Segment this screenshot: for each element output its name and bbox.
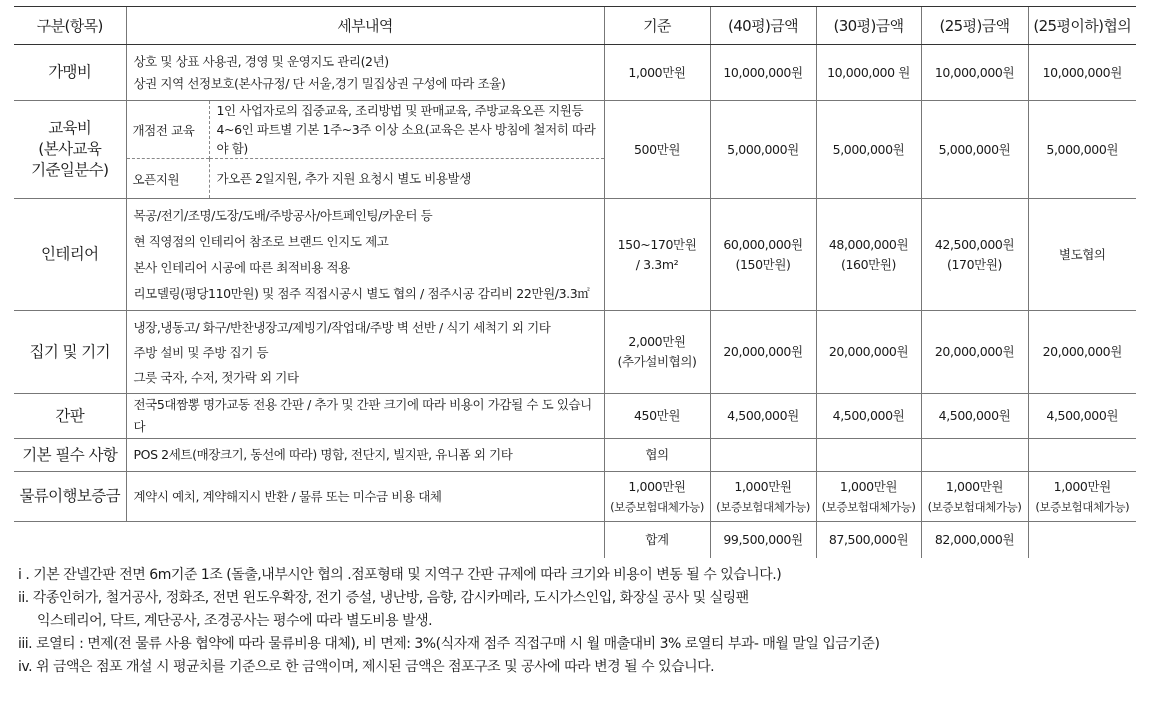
amount-25under-franchise-fee: 10,000,000원 [1028,45,1136,101]
detail-line: 목공/전기/조명/도장/도배/주방공사/아트페인팅/카운터 등 [133,207,433,223]
value-line: 1,000만원 [734,478,792,494]
value-line: 60,000,000원 [723,236,803,252]
amount-40-signboard: 4,500,000원 [710,394,816,439]
value-line: (150만원) [735,256,791,272]
footnote-2: ii. 각종인허가, 철거공사, 정화조, 전면 윈도우확장, 전기 증설, 냉난방, 음향, 감시카메라, 도시가스인입, 화장실 공사 및 실링팬 [18,590,749,606]
row-franchise-fee [14,45,1136,101]
detail-pre-opening-education [209,101,604,159]
total-30: 87,500,000원 [816,522,921,558]
value-line: / 3.3m² [635,256,679,272]
footnote-1: i . 기본 잔넬간판 전면 6m기준 1조 (돌출,내부시안 협의 .점포형태 및 지역구 간판 규제에 따라 크기와 비용이 변동 될 수 있습니다.) [18,567,782,583]
detail-line: 4~6인 파트별 기본 1주~3주 이상 소요(교육은 본사 방침에 철저히 따라야 함) [216,122,596,156]
value-line: 42,500,000원 [934,236,1015,252]
value-line: 1,000만원 [839,478,898,494]
header-detail: 세부내역 [126,7,604,45]
amount-40-education-fee: 5,000,000원 [710,101,816,199]
amount-40-logistics-deposit [710,472,816,522]
category-line: 기준일분수) [31,161,109,179]
header-25pyeong-under: (25평이하)협의 [1028,7,1136,45]
amount-25-signboard: 4,500,000원 [921,394,1028,439]
sublabel-open-support: 오픈지원 [126,159,209,199]
detail-line: 상호 및 상표 사용권, 경영 및 운영지도 관리(2년) [133,53,389,69]
amount-30-signboard: 4,500,000원 [816,394,921,439]
category-interior: 인테리어 [14,199,126,311]
value-line: (보증보험대체가능) [1035,499,1130,514]
total-25under [1028,522,1136,558]
standard-logistics-deposit [604,472,710,522]
category-education-fee [14,101,126,199]
value-line: (160만원) [841,256,896,272]
standard-education-fee: 500만원 [604,101,710,199]
total-label: 합계 [604,522,710,558]
total-spacer [14,522,604,558]
row-equipment [14,311,1136,394]
table-header-row [14,7,1136,45]
row-total [14,522,1136,558]
value-line: 48,000,000원 [828,236,909,252]
header-category: 구분(항목) [14,7,126,45]
amount-25-franchise-fee: 10,000,000원 [921,45,1028,101]
footnote-3: iii. 로열티 : 면제(전 물류 사용 협약에 따라 물류비용 대체), 비 면제: 3%(식자재 점주 직접구매 시 월 매출대비 3% 로열티 부과- 매월 말일 입금기준) [18,636,880,652]
amount-25-equipment: 20,000,000원 [921,311,1028,394]
category-equipment: 집기 및 기기 [14,311,126,394]
detail-logistics-deposit: 계약시 예치, 계약해지시 반환 / 물류 또는 미수금 비용 대체 [126,472,604,522]
amount-30-logistics-deposit [816,472,921,522]
cost-sheet [14,6,1136,558]
category-logistics-deposit: 물류이행보증금 [14,472,126,522]
standard-signboard: 450만원 [604,394,710,439]
header-25pyeong: (25평)금액 [921,7,1028,45]
footnote-4: iv. 위 금액은 점포 개설 시 평균치를 기준으로 한 금액이며, 제시된 금액은 점포구조 및 공사에 따라 변경 될 수 있습니다. [18,659,715,675]
amount-25under-education-fee: 5,000,000원 [1028,101,1136,199]
category-line: 교육비 [48,119,92,137]
row-basic-essentials [14,439,1136,472]
standard-interior [604,199,710,311]
header-40pyeong: (40평)금액 [710,7,816,45]
detail-signboard: 전국5대짬뽕 명가교동 전용 간판 / 추가 및 간판 크기에 따라 비용이 가감될 수 도 있습니다 [126,394,604,439]
category-basic-essentials: 기본 필수 사항 [14,439,126,472]
detail-equipment [126,311,604,394]
amount-25under-basic-essentials [1028,439,1136,472]
amount-30-education-fee: 5,000,000원 [816,101,921,199]
franchise-cost-table [14,6,1136,558]
value-line: (추가설비협의) [617,354,697,369]
standard-equipment [604,311,710,394]
standard-basic-essentials: 협의 [604,439,710,472]
detail-line: 그릇 국자, 수저, 젓가락 외 기타 [133,369,299,385]
amount-40-interior [710,199,816,311]
amount-40-basic-essentials [710,439,816,472]
amount-25under-interior: 별도협의 [1028,199,1136,311]
detail-line: 리모델링(평당110만원) 및 점주 직접시공시 별도 협의 / 점주시공 감리비 22만원/3.3㎡ [133,285,590,301]
total-25: 82,000,000원 [921,522,1028,558]
value-line: 2,000만원 [628,334,686,349]
amount-25under-signboard: 4,500,000원 [1028,394,1136,439]
detail-line: 본사 인테리어 시공에 따른 최적비용 적용 [133,259,350,275]
amount-40-franchise-fee: 10,000,000원 [710,45,816,101]
standard-franchise-fee: 1,000만원 [604,45,710,101]
value-line: (170만원) [947,256,1002,272]
detail-basic-essentials: POS 2세트(매장크기, 동선에 따라) 명함, 전단지, 빌지판, 유니폼 외 기타 [126,439,604,472]
footnotes [18,564,1138,679]
detail-line: 주방 설비 및 주방 집기 등 [133,344,269,360]
detail-interior [126,199,604,311]
header-30pyeong: (30평)금액 [816,7,921,45]
detail-line: 1인 사업자로의 집중교육, 조리방법 및 판매교육, 주방교육오픈 지원등 [216,103,584,118]
value-line: 1,000만원 [628,478,686,494]
value-line: (보증보험대체가능) [610,499,704,514]
value-line: (보증보험대체가능) [716,499,810,514]
detail-line: 냉장,냉동고/ 화구/반찬냉장고/제빙기/작업대/주방 벽 선반 / 식기 세척기 외 기타 [133,319,551,335]
value-line: (보증보험대체가능) [821,499,916,514]
row-education-fee [14,101,1136,159]
sublabel-pre-opening-education: 개점전 교육 [126,101,209,159]
value-line: 150~170만원 [617,236,697,252]
amount-25under-logistics-deposit [1028,472,1136,522]
amount-25-logistics-deposit [921,472,1028,522]
detail-line: 상권 지역 선정보호(본사규정/ 단 서울,경기 밀집상권 구성에 따라 조율) [133,75,506,91]
amount-25-education-fee: 5,000,000원 [921,101,1028,199]
amount-30-equipment: 20,000,000원 [816,311,921,394]
category-signboard: 간판 [14,394,126,439]
amount-40-equipment: 20,000,000원 [710,311,816,394]
amount-25under-equipment: 20,000,000원 [1028,311,1136,394]
amount-25-basic-essentials [921,439,1028,472]
row-interior [14,199,1136,311]
detail-line: 현 직영점의 인테리어 참조로 브랜드 인지도 제고 [133,233,389,249]
amount-30-franchise-fee: 10,000,000 원 [816,45,921,101]
header-standard: 기준 [604,7,710,45]
category-franchise-fee: 가맹비 [48,63,92,81]
detail-franchise-fee [126,45,604,101]
amount-30-basic-essentials [816,439,921,472]
value-line: 1,000만원 [945,478,1004,494]
footnote-2-continued: 익스테리어, 닥트, 계단공사, 조경공사는 평수에 따라 별도비용 발생. [37,613,433,629]
amount-25-interior [921,199,1028,311]
detail-open-support: 가오픈 2일지원, 추가 지원 요청시 별도 비용발생 [209,159,604,199]
category-line: (본사교육 [38,140,102,158]
row-logistics-deposit [14,472,1136,522]
amount-30-interior [816,199,921,311]
row-signboard [14,394,1136,439]
value-line: 1,000만원 [1053,478,1111,494]
total-40: 99,500,000원 [710,522,816,558]
value-line: (보증보험대체가능) [927,499,1022,514]
